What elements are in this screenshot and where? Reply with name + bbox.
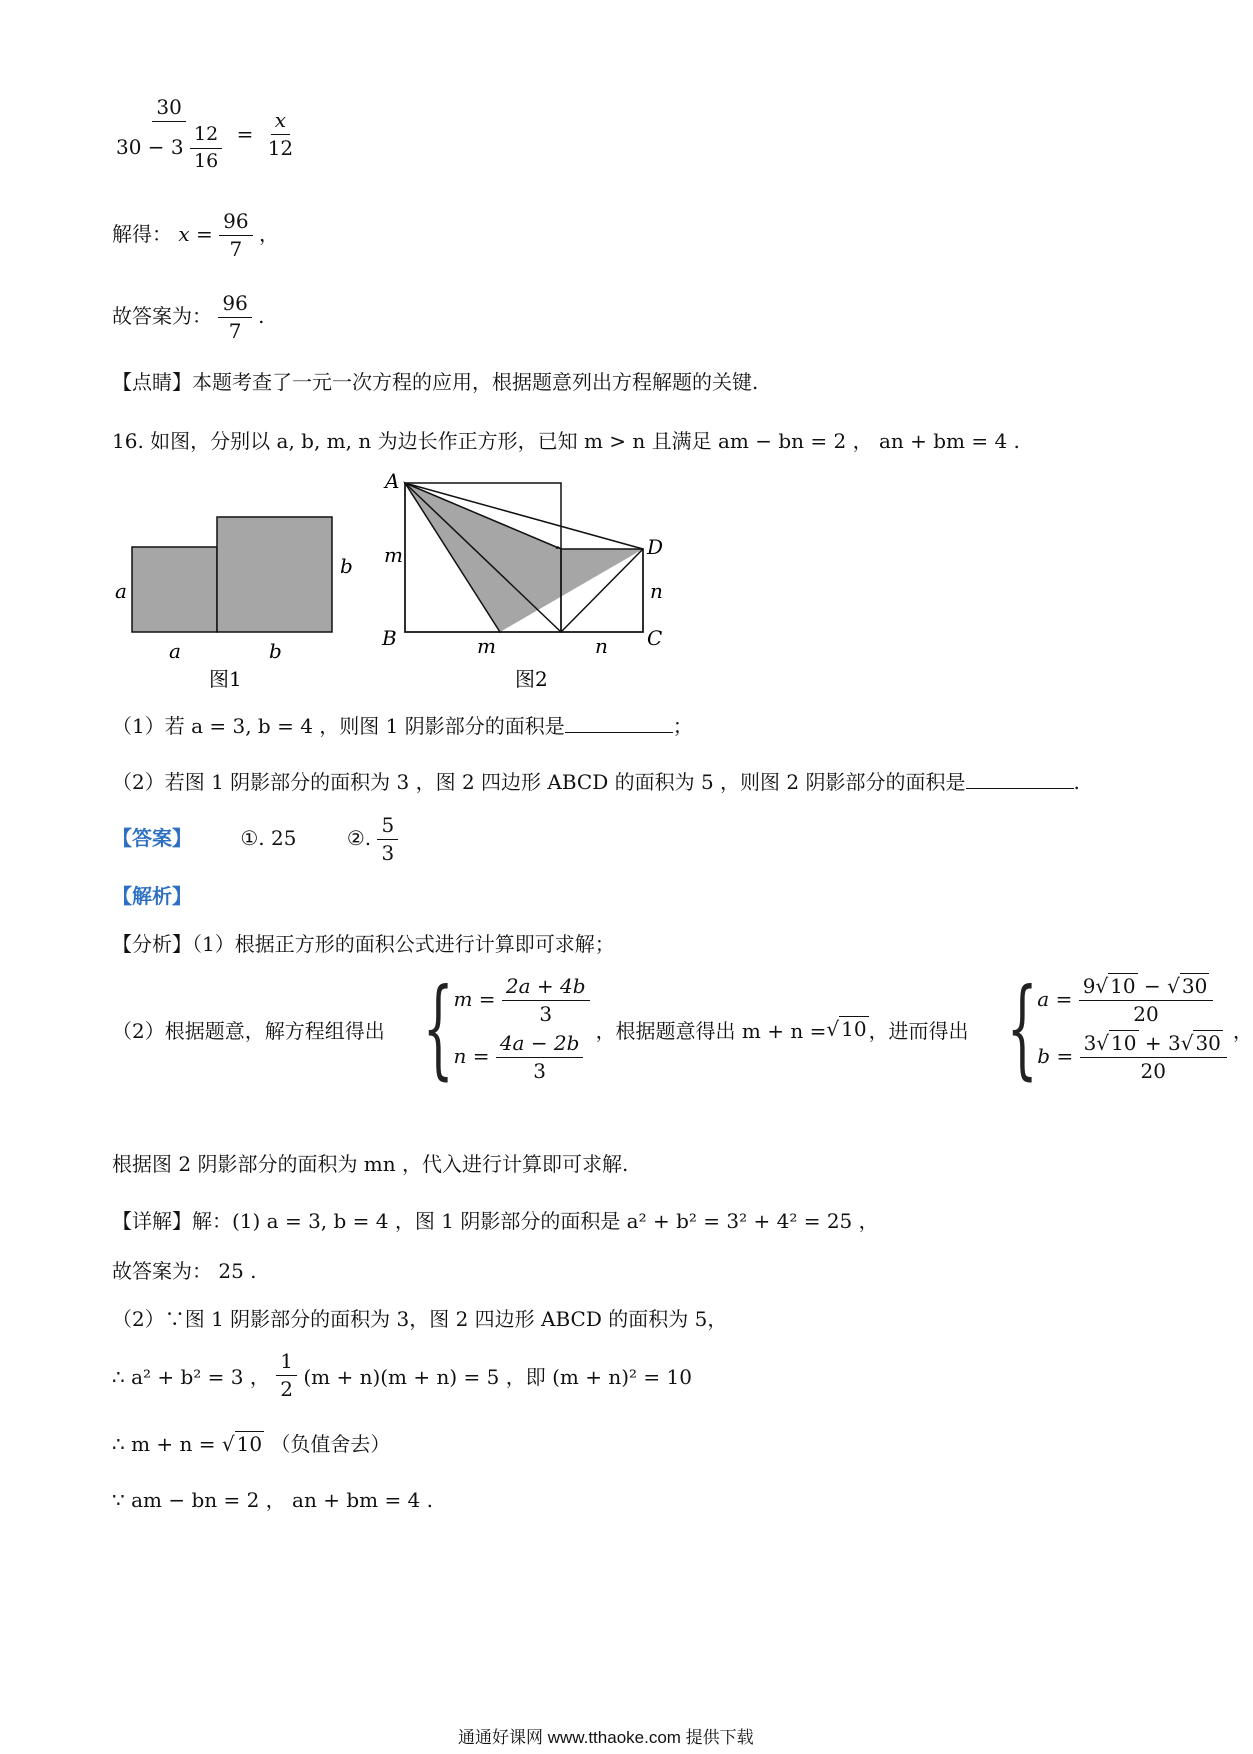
left-brace-1: { — [422, 966, 454, 1091]
eq-den-prefix: 30 − 3 — [116, 134, 184, 159]
detail3-post: (m + n)(m + n) = 5 ，即 (m + n)² = 10 — [303, 1365, 692, 1389]
analysis-mid: ，根据题意得出 m + n = — [595, 1018, 827, 1043]
answer-label: 故答案为： — [112, 304, 212, 328]
fig1-bottom-a: a — [169, 639, 181, 663]
analysis-sqrt10: 10 — [841, 1017, 867, 1041]
left-brace-2: { — [1006, 966, 1038, 1091]
fig2-shaded-triangle-2 — [500, 549, 643, 632]
eq-rhs-num: x — [271, 109, 290, 135]
part-1-text: （1）若 a = 3, b = 4 ，则图 1 阴影部分的面积是 — [112, 714, 565, 738]
analysis-line-2: 根据图 2 阴影部分的面积为 mn ，代入进行计算即可求解. — [112, 1152, 629, 1176]
answer-1: ①. 25 — [240, 826, 297, 850]
sys-n-num: 4a − 2b — [496, 1032, 584, 1058]
system-ab: a = $\frac{9√ 10 - √ 30}{20}$ b = $\frac{3√ 10 + 3√ 30}{20}$ — [1037, 975, 1227, 1083]
sys-a-lhs: a = — [1037, 987, 1073, 1011]
solve-num: 96 — [219, 210, 252, 236]
detail-tag: 【详解】 — [112, 1209, 192, 1233]
sys-m-den: 3 — [539, 1002, 553, 1026]
fenxi-text: （1）根据正方形的面积公式进行计算即可求解； — [192, 932, 615, 956]
sys-a-num-op: − — [1137, 974, 1168, 998]
fenxi-line — [112, 928, 615, 957]
system-mn — [453, 975, 589, 1083]
fig2-bottom-n: n — [595, 634, 608, 658]
answer-2-prefix: ②. — [346, 826, 372, 850]
dianjing-line — [112, 366, 758, 395]
sys-m-num: 2a + 4b — [502, 975, 590, 1001]
solve-tail: ， — [258, 222, 279, 246]
part-1-tail: ； — [672, 714, 693, 738]
fig1-square-a — [132, 547, 217, 632]
part-2-blank — [966, 788, 1074, 789]
solve-den: 7 — [229, 237, 243, 261]
fig1-left-label: a — [115, 579, 127, 603]
detail3-pre: ∴ a² + b² = 3 ， — [112, 1365, 270, 1389]
sys-b-num-op: + 3 — [1138, 1031, 1181, 1055]
eq-num: 30 — [152, 96, 185, 122]
sys-b-num-coef: 3 — [1083, 1031, 1097, 1055]
solve-line — [112, 210, 279, 261]
part-1-question — [112, 710, 693, 739]
fig2-label-a: A — [385, 469, 400, 493]
equation-proportion — [112, 96, 297, 173]
question-16-stem: 16. 如图，分别以 a, b, m, n 为边长作正方形，已知 m > n 且满足 am − bn = 2 ， an + bm = 4 . — [112, 429, 1020, 453]
analysis-lead: （2）根据题意，解方程组得出 — [112, 1018, 385, 1043]
detail3-num: 1 — [276, 1350, 297, 1376]
sys-n-lhs: n = — [453, 1044, 490, 1068]
fig1-bottom-b: b — [269, 639, 282, 663]
fig2-bottom-m: m — [477, 634, 496, 658]
detail3-den: 2 — [280, 1377, 293, 1401]
sys-a-num-sqrt2: 30 — [1181, 974, 1208, 998]
fenxi-tag: 【分析】 — [112, 932, 192, 956]
answer-num: 96 — [218, 292, 251, 318]
fig2-side-m: m — [384, 543, 403, 567]
detail-text: 解：(1) a = 3, b = 4 ，图 1 阴影部分的面积是 a² + b² = 3² + 4² = 25 ， — [192, 1209, 879, 1233]
fig2-label-d: D — [647, 535, 664, 559]
figure-2 — [381, 469, 663, 691]
detail-line-5: ∵ am − bn = 2 ， an + bm = 4 . — [112, 1488, 433, 1512]
detail-line-3 — [112, 1350, 692, 1401]
part-2-question — [112, 766, 1080, 795]
answer-block — [112, 814, 398, 865]
answer-2-num: 5 — [377, 814, 398, 840]
sys-m-lhs: m = — [453, 987, 496, 1011]
fig2-label-b: B — [382, 626, 397, 650]
part-2-text: （2）若图 1 阴影部分的面积为 3 ，图 2 四边形 ABCD 的面积为 5 ，则图 2 阴影部分的面积是 — [112, 770, 966, 794]
fig2-side-n: n — [650, 579, 663, 603]
detail4-sqrt: 10 — [236, 1432, 263, 1456]
answer-tag: 【答案】 — [112, 826, 192, 850]
fig1-caption: 图1 — [209, 667, 242, 691]
sys-b-num-sqrt2: 30 — [1195, 1031, 1221, 1055]
analysis-part-2: （2）根据题意，解方程组得出 { m = $\frac{2a + 4b}{3}$ n = $\frac{4a - 2b}{3}$ ，根据题意得出 m + n = √ 10 ，进而得出 { a = $\frac{9√ 10 - √ 30}{20}$ b = $\frac{3√ 10 + 3√ 30}{20}$ ， — [112, 966, 1253, 1091]
detail4-post: （负值舍去） — [270, 1432, 391, 1456]
fig2-caption: 图2 — [515, 667, 548, 691]
page-footer: 通通好课网 www.tthaoke.com 提供下载 — [458, 1728, 754, 1747]
sys-n-den: 3 — [533, 1059, 546, 1083]
part-2-tail: . — [1073, 770, 1080, 794]
solve-label: 解得： — [112, 222, 172, 246]
sys-b-lhs: b = — [1037, 1044, 1074, 1068]
figure-1 — [115, 517, 353, 691]
detail4-pre: ∴ m + n = — [112, 1432, 216, 1456]
fig1-square-b — [217, 517, 332, 632]
eq-den-frac-den: 16 — [194, 149, 219, 172]
dianjing-tag: 【点睛】 — [112, 370, 192, 394]
analysis-tail: ， — [1232, 1018, 1253, 1043]
sys-a-num-coef: 9 — [1082, 974, 1096, 998]
fig1-right-label: b — [340, 554, 353, 578]
sys-b-den: 20 — [1140, 1059, 1166, 1083]
sys-a-den: 20 — [1133, 1002, 1159, 1026]
detail-line-1 — [112, 1205, 879, 1234]
sys-a-num-sqrt1: 10 — [1110, 974, 1136, 998]
analysis-mid2: ，进而得出 — [868, 1018, 969, 1043]
detail-line-4: ∴ m + n = √ 10 （负值舍去） — [112, 1432, 391, 1456]
detail-answer: 故答案为： 25 . — [112, 1259, 257, 1283]
dianjing-text: 本题考查了一元一次方程的应用，根据题意列出方程解题的关键. — [192, 370, 759, 394]
figure-area — [105, 465, 705, 695]
answer-den: 7 — [228, 319, 242, 343]
sys-b-num-sqrt1: 10 — [1111, 1031, 1137, 1055]
answer-2-den: 3 — [381, 841, 395, 865]
answer-line-1 — [112, 292, 265, 343]
detail-line-2: （2）∵图 1 阴影部分的面积为 3，图 2 四边形 ABCD 的面积为 5， — [112, 1307, 728, 1331]
eq-den-frac-num: 12 — [190, 124, 222, 149]
solve-var: x = — [178, 222, 213, 246]
eq-rhs-den: 12 — [267, 135, 294, 160]
eq-equals: = — [236, 122, 254, 147]
jiexi-tag: 【解析】 — [112, 884, 192, 908]
answer-tail: . — [258, 304, 265, 328]
fig2-label-c: C — [647, 626, 663, 650]
part-1-blank — [565, 732, 673, 733]
